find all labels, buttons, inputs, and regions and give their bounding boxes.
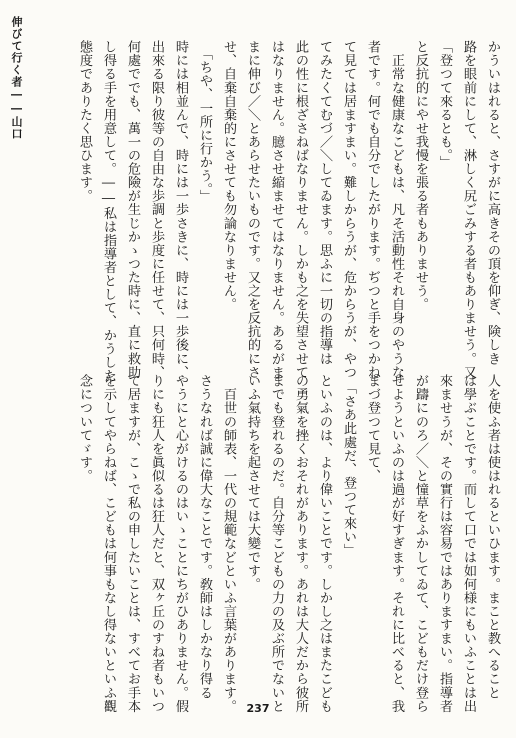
text-line: といふのは、より偉いことです。しかし之はまたこども <box>317 374 332 713</box>
upper-text-block <box>34 40 504 383</box>
text-line: 態度でありたく思ひます。 <box>77 40 92 203</box>
text-line: と反抗的にやせ我慢を張る者もありませう。 <box>413 40 428 311</box>
text-line: せようといふのは過が好すぎます。それに比べると、我 <box>389 374 404 713</box>
text-line: いふ氣持ちを起させては大變です。 <box>245 374 260 591</box>
text-line: てみたくてむづ／＼してゐます。思ふに一切の指導は <box>317 40 332 366</box>
text-line: 路を眼前にして、淋しく尻ごみする者もありませう。又 <box>461 40 476 379</box>
text-line: りにも狂人を眞似るは狂人だと、双ヶ丘のすね者もいつ <box>149 374 164 713</box>
text-line: 時には相並んで、時には一歩さきに、時には一歩後に、 <box>173 40 188 379</box>
text-line: 出來る限り彼等の自由な歩調と歩度に任せて、只何時、 <box>149 40 164 379</box>
text-line: 「ちや、一所に行かう。」 <box>197 40 212 203</box>
text-line: を示してやらねば、こどもは何事もなし得ないといふ觀 <box>101 374 116 713</box>
text-line: まに伸び／＼とあらせたいものです。又之を反抗的にさ <box>245 40 260 379</box>
text-line: 「さあ此處だ、登つて來い」 <box>341 374 356 558</box>
running-head: 伸びて行く者――山口 <box>10 16 23 140</box>
text-line: が躊にのろ／＼と憧草をふかしてゐて、こどもだけ登ら <box>413 374 428 713</box>
text-line: 百世の師表、一代の規範などといふ言葉があります。 <box>221 374 236 713</box>
text-line: せ、自棄自棄的にさせても勿論なりません。 <box>221 40 236 311</box>
text-line: 者です。何でも自分でしたがります。ぢつと手をつかね <box>365 40 380 379</box>
text-line: やうにと心がけるのはいゝことにちがひありません。假 <box>173 374 188 713</box>
text-line: までも登れるのだ。自分等こどもの力の及ぶ所でないと <box>269 374 284 713</box>
text-line: の勇氣を挫くおそれがあります。あれは大人だから彼所 <box>293 374 308 713</box>
text-line: かういはれると、さすがに高きその頂を仰ぎ、険しき <box>485 40 500 366</box>
text-line: て見ては居ますまい。難しからうが、危からうが、やつ <box>341 40 356 379</box>
text-line: て居ますが、こゝで私の申したいことは、すべてお手本 <box>125 374 140 713</box>
page-number: 237 <box>246 702 270 715</box>
text-line: 「登つて來るとも。」 <box>437 40 452 169</box>
text-line: 正常な健康なこどもは、凡そ活動性それ自身のやうな <box>389 40 404 379</box>
text-line: 何處ででも、萬一の危險が生じかゝつた時に、直に救助 <box>125 40 140 379</box>
text-line: 來ませうが、その實行は容易ではありますまい。指導者 <box>437 374 452 713</box>
text-line: は學ぶことです。而して口では如何様にもいふことは出 <box>461 374 476 713</box>
text-line: 人を使ふ者は使はれるといひます。まこと教へること <box>485 374 500 700</box>
text-line: はなりません。臆させ縮ませてはなりません。あるがま <box>269 40 284 379</box>
text-line: まづ登つて見て、 <box>365 374 380 483</box>
text-line: 念についてゞす。 <box>77 374 92 483</box>
text-line: し得る手を用意して。――私は指導者として、かうした <box>101 40 116 383</box>
text-line: 此の性に根ざさねばなりません。しかも之を失望させて <box>293 40 308 379</box>
text-line: さうなれば誠に偉大なことです。敎師はしかなり得る <box>197 374 212 700</box>
